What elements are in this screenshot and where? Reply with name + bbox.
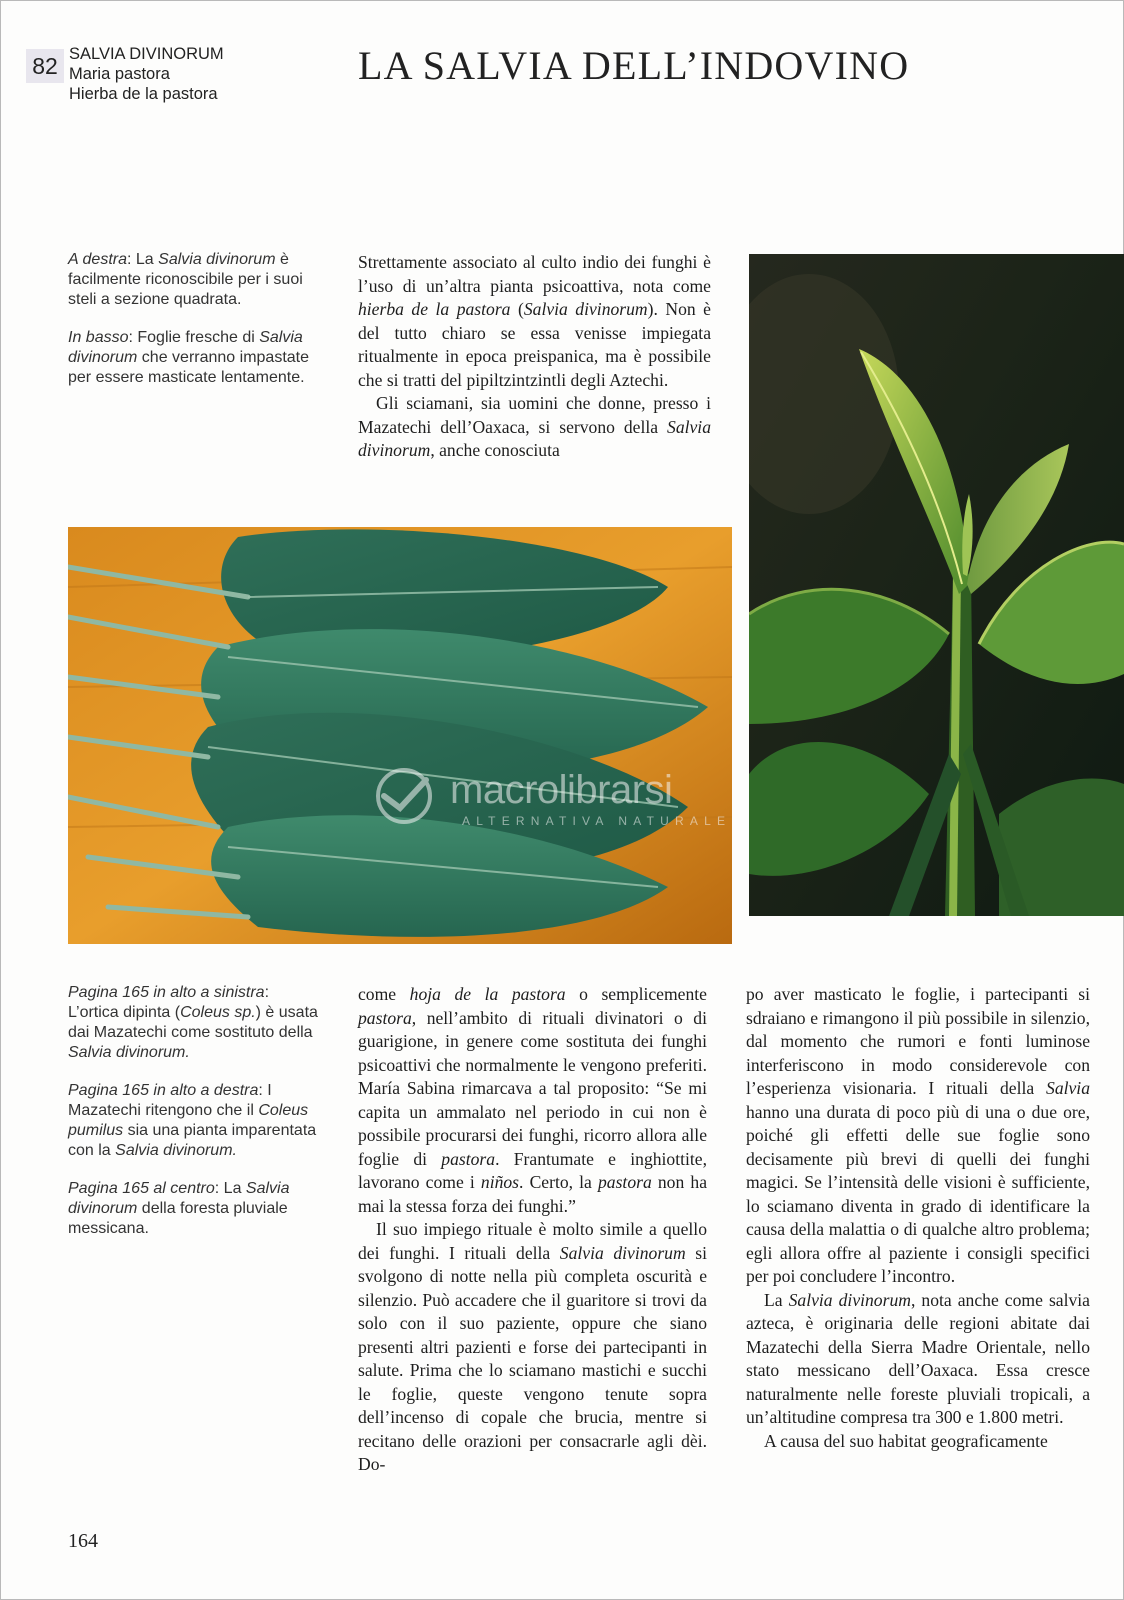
species-common-name-1: Maria pastora [69,65,170,83]
text-run: , anche conosciuta [430,440,560,460]
italic-text: niños [480,1172,520,1192]
caption-bottom-photo [68,328,318,388]
photo-salvia-stem [749,254,1124,916]
italic-text: Salvia divinorum [68,329,303,366]
paragraph [358,392,711,463]
text-run: : La [127,251,159,268]
italic-text: Pagina 165 in alto a sinistra [68,984,265,1001]
text-run: Il suo impiego rituale è molto simile a quello dei funghi. I rituali della [358,1219,707,1263]
folio-page-number: 164 [68,1530,98,1552]
text-run: ( [510,299,524,319]
captions-top [68,250,318,406]
italic-text: Salvia [1046,1078,1090,1098]
text-run: Gli sciamani, sia uomini che donne, presso i Mazatechi dell’Oaxaca, si servono della [358,393,711,437]
text-column-2 [358,983,707,1477]
text-run: . Certo, la [519,1172,598,1192]
italic-text: Pagina 165 al centro [68,1180,215,1197]
italic-text: pastora [597,1172,652,1192]
page-title: LA SALVIA DELL’INDOVINO [358,43,910,88]
italic-text: Salvia divinorum. [115,1142,237,1159]
text-run: : La [214,1180,246,1197]
watermark-tagline: ALTERNATIVA NATURALE [462,814,732,828]
italic-text: Salvia divinorum [523,299,648,319]
text-run: , nota anche come salvia azteca, è originaria delle regioni abitate dai Mazatechi della Sierra Madre Orientale, nello stato messicano dell’Oaxaca. Essa cresce naturalmente nelle foreste pluviali tropicali, a un’altitudine compresa tra 300 e 1.800 metri. [746,1289,1090,1427]
paragraph [746,1289,1090,1430]
italic-text: hierba de la pastora [358,299,511,319]
italic-text: Salvia divinorum [358,416,711,460]
text-run: ). Non è del tutto chiaro se essa venisse impiegata ritualmente in epoca preispanica, ma è possibile che si tratti del pipiltzintzintli degli Aztechi. [358,299,711,390]
paragraph [746,983,1090,1289]
text-run: non ha mai la stessa forza dei funghi.” [358,1172,707,1216]
italic-text: A destra [68,251,127,268]
italic-text: Coleus sp. [180,1004,256,1021]
italic-text: Pagina 165 in alto a destra [68,1082,259,1099]
species-common-name-2: Hierba de la pastora [69,85,218,103]
italic-text: Salvia divinorum [559,1242,686,1263]
caption-p165-center [68,1179,318,1239]
caption-p165-top-left [68,983,318,1063]
paragraph [358,983,707,1218]
photo-fresh-leaves [68,527,732,944]
caption-p165-top-right [68,1081,318,1161]
text-run: La [764,1289,789,1310]
caption-right-photo [68,250,318,310]
italic-text: Salvia divinorum [158,251,276,268]
paragraph [358,251,711,392]
page-number-badge: 82 [26,49,64,83]
text-run: della foresta pluviale messicana. [68,1200,288,1237]
text-run: è facilmente riconoscibile per i suoi steli a sezione quadrata. [68,251,303,308]
text-run: ) è usata dai Mazatechi come sostituto della [68,1004,318,1041]
watermark [370,766,750,832]
text-run: : Foglie fresche di [128,329,260,346]
italic-text: Salvia divinorum [788,1289,911,1310]
watermark-brand: macrolibrarsi [450,768,673,812]
text-run: po aver masticato le foglie, i partecipanti si sdraiano e rimangono il più possibile in silenzio, dal momento che rumori e fonti luminose interferiscono in modo considerevole con l’esperienza visionaria. I rituali della [746,984,1090,1098]
text-run: : I Mazatechi ritengono che il [68,1082,272,1119]
text-intro [358,251,711,463]
text-run: che verranno impastate per essere masticate lentamente. [68,349,310,386]
species-latin-name: SALVIA DIVINORUM [69,45,224,63]
text-run: . Frantumate e inghiottite, lavorano come i [358,1148,707,1192]
text-run: si svolgono di notte nella più completa oscurità e silenzio. Può accadere che il guaritore si trovi da solo con il suo paziente, oppure che siano presenti altri pazienti e forse dei partecipanti in salute. Prima che lo sciamano mastichi e succhi le foglie, queste vengono tenute sopra dell’incenso di copale che brucia, mentre si recitano delle orazioni per consacrarle agli dèi. Do- [358,1242,708,1474]
species-names [69,44,224,104]
watermark-logo-icon [370,766,440,826]
italic-text: pastora [358,1007,412,1028]
text-run: sia una pianta imparentata con la [68,1122,317,1159]
paragraph [358,1218,707,1477]
italic-text: pastora [441,1148,496,1169]
text-run: hanno una durata di poco più di una o due ore, poiché gli effetti delle sue foglie sono decisamente più brevi di quelli dei funghi magici. Se l’intensità delle visioni è sufficiente, lo sciamano diventa in grado di identificare la causa della malattia o di qualche altro problema; egli allora offre al paziente i consigli specifici per poi concludere l’incontro. [746,1101,1090,1286]
text-run: o semplicemente [565,984,707,1004]
text-run: : L’ortica dipinta ( [68,984,270,1021]
paragraph [746,1430,1090,1454]
captions-bottom [68,983,318,1257]
italic-text: hoja de la pastora [409,984,566,1004]
text-run: come [358,984,410,1004]
text-run: A causa del suo habitat geograficamente [764,1430,1048,1451]
italic-text: Salvia divinorum. [68,1044,190,1061]
italic-text: Salvia divinorum [68,1180,290,1217]
italic-text: In basso [68,329,129,346]
italic-text: Coleus pumilus [68,1102,309,1139]
text-column-3 [746,983,1090,1453]
text-run: Strettamente associato al culto indio dei funghi è l’uso di un’altra pianta psicoattiva, nota come [358,252,711,296]
text-run: , nell’ambito di rituali divinatori o di guarigione, in genere come sostituta dei funghi psicoattivi che normalmente le vengono preferiti. María Sabina rimarcava a tal proposito: “Se mi capita un ammalato nel periodo in cui non è possibile procurarsi dei funghi, ricorro allora alle foglie di [358,1007,707,1169]
